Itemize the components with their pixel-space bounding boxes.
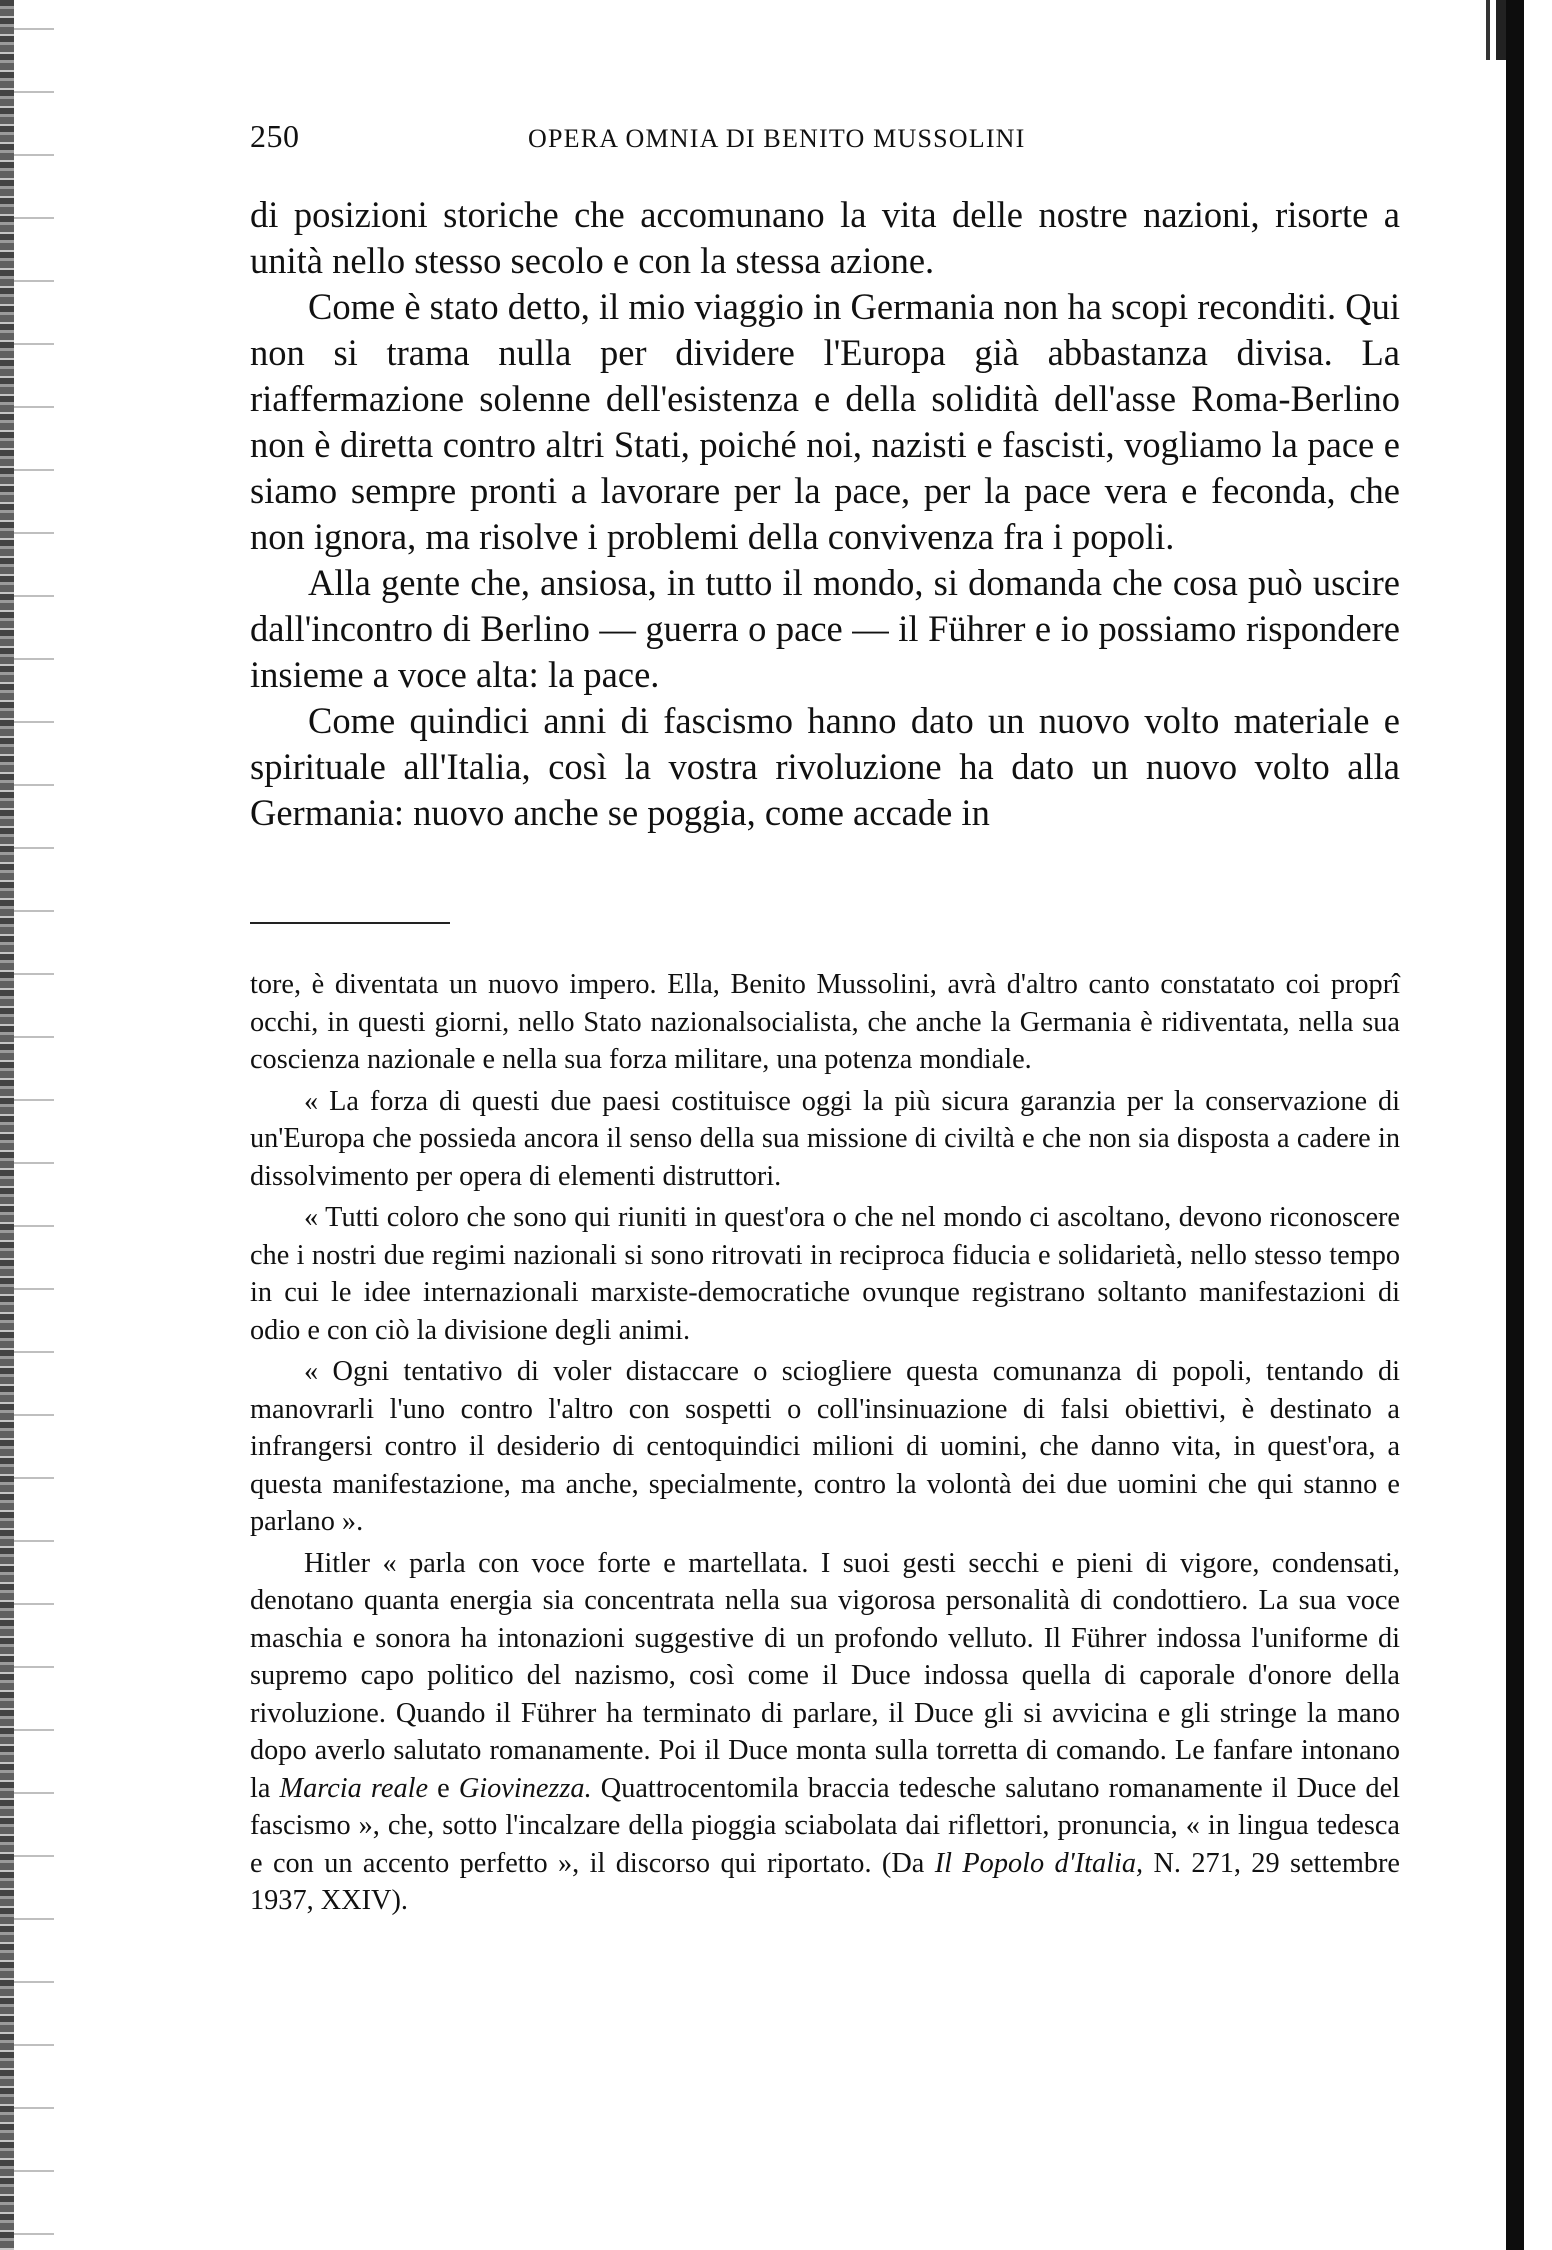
page-header	[250, 110, 1400, 170]
scan-left-speckle	[14, 0, 54, 2250]
page-number: 250	[250, 118, 300, 154]
page	[250, 110, 1400, 1916]
note-text: N. 271, 29 settembre 1937, XXIV).	[250, 1847, 1400, 1916]
note-text: Hitler « parla con voce forte e martellata. I suoi gesti secchi e pieni di vigore, condensati, denotano quanta energia sia concentrata nella sua vigorosa personalità di condottiero. La sua voce maschia e sonora ha intonazioni suggestive di un profondo velluto. Il Führer indossa l'uniforme di supremo capo politico del nazismo, così come il Duce indossa quella di caporale d'onore della rivoluzione. Quando il Führer ha terminato di parlare, il Duce gli si avvicina e gli stringe la mano dopo averlo salutato romanamente. Poi il Duce monta sulla torretta di comando. Le fanfare intonano la	[250, 1547, 1400, 1804]
note-text: Quattrocentomila braccia tedesche salutano romanamente il Duce del fascismo », che, sotto l'incalzare della pioggia sciabolata dai riflettori, pronuncia, « in lingua tedesca e con un accento perfetto », il discorso qui riportato. (Da	[250, 1772, 1400, 1879]
scan-right-edge	[1506, 0, 1524, 2250]
body-paragraph: Come è stato detto, il mio viaggio in Germania non ha scopi reconditi. Qui non si trama nulla per dividere l'Europa già abbastanza divisa. La riaffermazione solenne dell'esistenza e della solidità dell'asse Roma-Berlino non è diretta contro altri Stati, poiché noi, nazisti e fascisti, vogliamo la pace e siamo sempre pronti a lavorare per la pace, per la pace vera e feconda, che non ignora, ma risolve i problemi della convivenza fra i popoli.	[250, 286, 1400, 557]
note-paragraph: tore, è diventata un nuovo impero. Ella, Benito Mussolini, avrà d'altro canto constatato coi proprî occhi, in questi giorni, nello Stato nazionalsocialista, che anche la Germania è ridiventata, nella sua coscienza nazionale e nella sua forza militare, una potenza mondiale.	[250, 969, 1400, 1075]
body-paragraph: Alla gente che, ansiosa, in tutto il mondo, si domanda che cosa può uscire dall'incontro di Berlino — guerra o pace — il Führer e io possiamo rispondere insieme a voce alta: la pace.	[250, 562, 1400, 695]
scan-right-edge-top	[1478, 0, 1508, 60]
note-paragraph: « La forza di questi due paesi costituisce oggi la più sicura garanzia per la conservazione di un'Europa che possieda ancora il senso della sua missione di civiltà e che non sia disposta a cadere in dissolvimento per opera di elementi distruttori.	[250, 1085, 1400, 1192]
footnote-divider	[250, 922, 450, 924]
note-paragraph: « Ogni tentativo di voler distaccare o sciogliere questa comunanza di popoli, tentando di manovrarli l'uno contro l'altro con sospetti o coll'insinuazione di falsi obiettivi, è destinato a infrangersi contro il desiderio di centoquindici milioni di uomini, che danno vita, in quest'ora, a questa manifestazione, ma anche, specialmente, contro la volontà dei due uomini che qui stanno e parlano ».	[250, 1356, 1400, 1537]
note-text: e	[428, 1772, 459, 1804]
body-paragraph: Come quindici anni di fascismo hanno dato un nuovo volto materiale e spirituale all'Italia, così la vostra rivoluzione ha dato un nuovo volto alla Germania: nuovo anche se poggia, come accade in	[250, 700, 1400, 833]
note-italic-title: Marcia reale	[279, 1772, 429, 1804]
note-paragraph: « Tutti coloro che sono qui riuniti in quest'ora o che nel mondo ci ascoltano, devono riconoscere che i nostri due regimi nazionali si sono ritrovati in reciproca fiducia e solidarietà, nello stesso tempo in cui le idee internazionali marxiste-democratiche ovunque registrano soltanto manifestazioni di odio e con ciò la divisione degli animi.	[250, 1202, 1400, 1346]
note-paragraph-closing	[250, 1545, 1400, 1920]
main-text	[250, 192, 1400, 836]
footnote-block	[250, 966, 1400, 1924]
note-italic-source: Il Popolo d'Italia,	[934, 1847, 1144, 1879]
note-italic-title: Giovinezza.	[458, 1772, 592, 1804]
body-paragraph: di posizioni storiche che accomunano la vita delle nostre nazioni, risorte a unità nello stesso secolo e con la stessa azione.	[250, 194, 1400, 281]
scan-left-edge	[0, 0, 14, 2250]
running-title: OPERA OMNIA DI BENITO MUSSOLINI	[528, 124, 1026, 153]
